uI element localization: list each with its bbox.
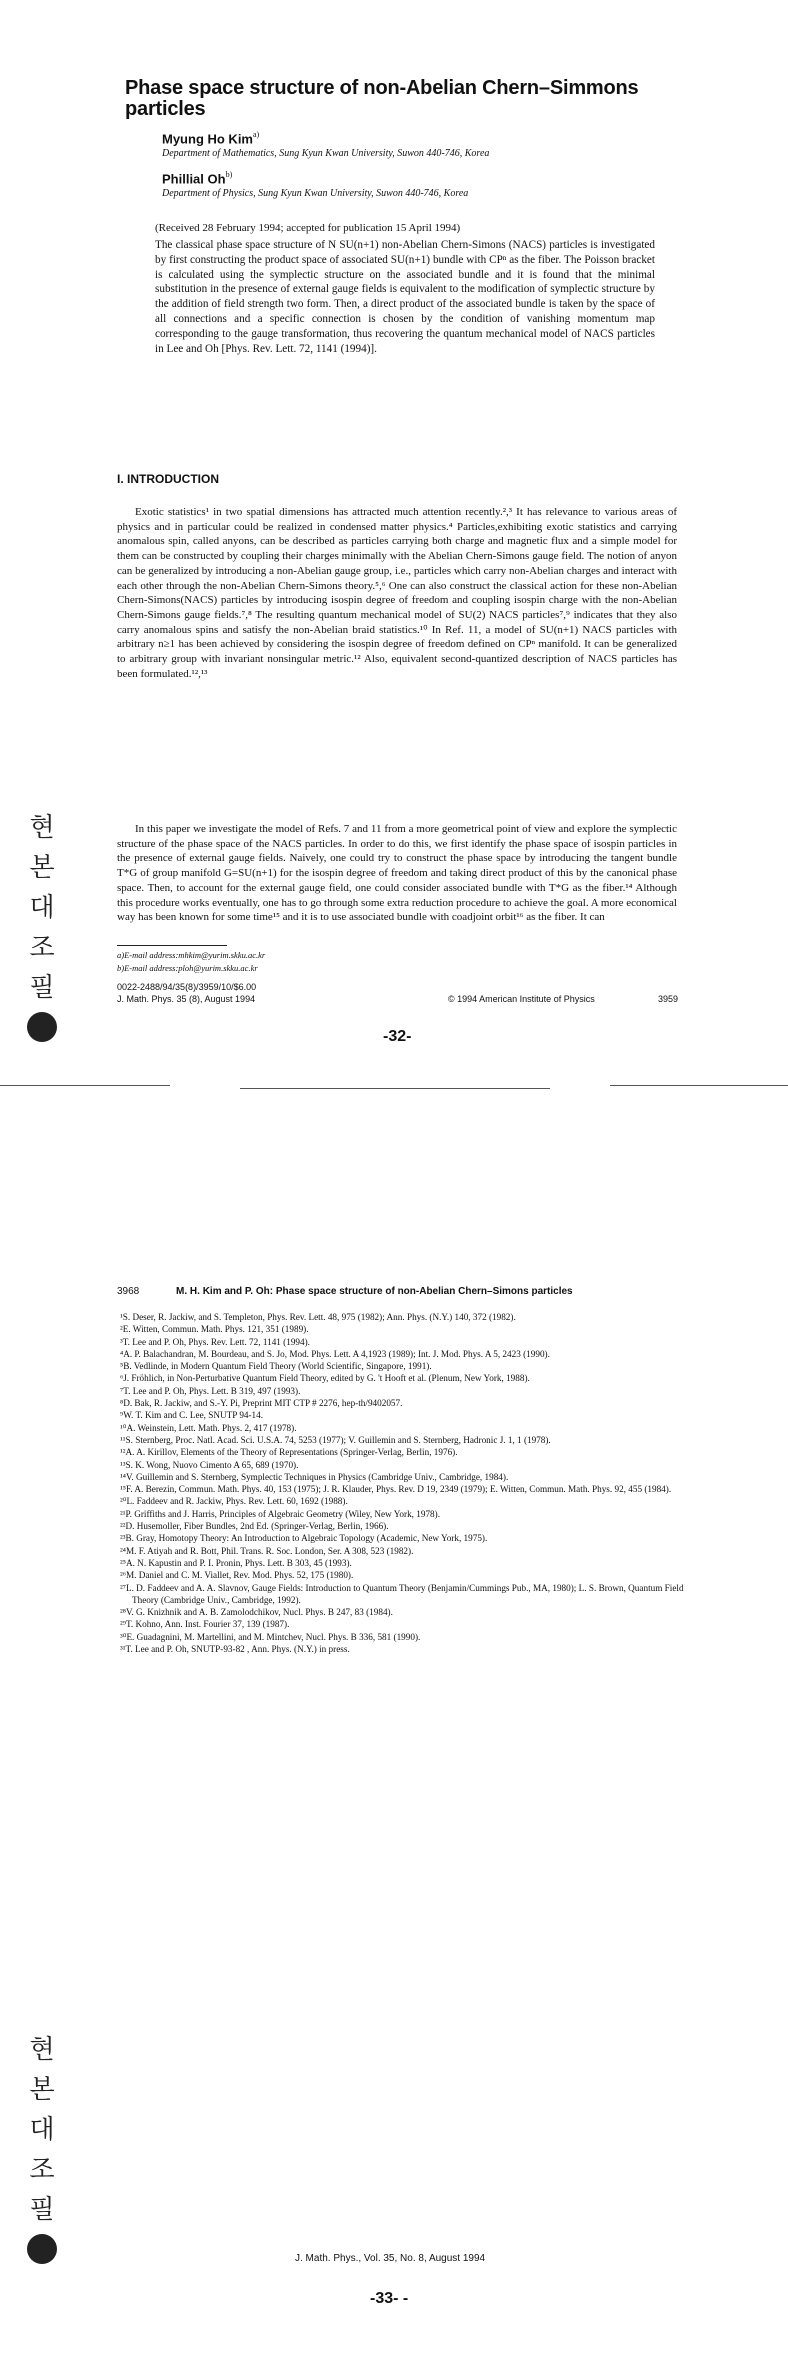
reference-item: ²⁰L. Faddeev and R. Jackiw, Phys. Rev. Lett. 60, 1692 (1988). [120,1496,348,1507]
reference-item: ¹S. Deser, R. Jackiw, and S. Templeton, Phys. Rev. Lett. 48, 975 (1982); Ann. Phys. (N.Y.) 140, 372 (1982). [120,1312,516,1322]
copyright: © 1994 American Institute of Physics [448,994,595,1004]
reference-item: ¹²A. A. Kirillov, Elements of the Theory of Representations (Springer-Verlag, Berlin, 1976). [120,1447,458,1458]
reference-item: ¹⁴V. Guillemin and S. Sternberg, Symplectic Techniques in Physics (Cambridge Univ., Cambridge, 1984). [120,1471,509,1482]
stamp-2-char-1: 현 [29,2035,55,2065]
reference-item: ²E. Witten, Commun. Math. Phys. 121, 351 (1989). [120,1324,309,1335]
stamp-2-char-4: 조 [29,2155,55,2185]
running-head: M. H. Kim and P. Oh: Phase space structure of non-Abelian Chern–Simons particles [176,1286,573,1297]
stamp-1-char-3: 대 [29,893,55,923]
reference-item: ²¹P. Griffiths and J. Harris, Principles of Algebraic Geometry (Wiley, New York, 1978). [120,1508,441,1519]
affiliation-1: Department of Mathematics, Sung Kyun Kwan University, Suwon 440-746, Korea [162,148,490,159]
stamp-1-seal-icon [27,1012,57,1042]
reference-item: ²⁹T. Kohno, Ann. Inst. Fourier 37, 139 (1987). [120,1619,290,1630]
reference-list [120,1311,685,1655]
page-2-header [117,1286,697,1297]
reference-item: ²⁷L. D. Faddeev and A. A. Slavnov, Gauge Fields: Introduction to Quantum Theory (Benjamin/Cummings Pub., MA, 1980); L. S. Brown, Quantum Field Theory (Cambridge Univ., Cambridge, 1992). [120,1582,684,1605]
reference-item: ²³B. Gray, Homotopy Theory: An Introduction to Algebraic Topology (Academic, New York, 1975). [120,1533,488,1544]
stamp-2-char-3: 대 [29,2115,55,2145]
stamp-1-char-2: 본 [29,853,55,883]
intro-paragraph-2: In this paper we investigate the model of Refs. 7 and 11 from a more geometrical point of view and explore the symplectic structure of the phase space of the NACS particles. In order to do this, we first identify the phase space of isospin particles in the presence of external gauge fields. Naively, one could try to construct the phase space by introducing the tangent bundle T*G of group manifold G=SU(n+1) for the isospin degree of freedom and taking direct product of this by the canonical phase space. Then, to account for the external gauge field, one could consider associated bundle with T*G as the fiber.¹⁴ Although this procedure works eventually, one has to go through some extra reduction procedure to achieve the goal. A more economical way has been known for some time¹⁵ and it is to use associated bundle with coadjoint orbit¹⁶ as the fiber. It can [117,823,677,924]
reference-item: ⁸D. Bak, R. Jackiw, and S.-Y. Pi, Preprint MIT CTP # 2276, hep-th/9402057. [120,1398,403,1409]
reference-item: ¹⁵F. A. Berezin, Commun. Math. Phys. 40, 153 (1975); J. R. Klauder, Phys. Rev. D 19, 2349 (1979); E. Witten, Commun. Math. Phys. 92, 455 (1984). [120,1484,672,1495]
scan-page-number-1: -32- [383,1028,412,1045]
journal-footer: J. Math. Phys., Vol. 35, No. 8, August 1994 [295,2253,486,2264]
page-divider-left [0,1085,170,1086]
footnote-b: b)E-mail address:ploh@yurim.skku.ac.kr [117,963,258,973]
reference-item: ²⁸V. G. Knizhnik and A. B. Zamolodchikov, Nucl. Phys. B 247, 83 (1984). [120,1607,393,1618]
page-divider-center [240,1088,550,1089]
received-date: (Received 28 February 1994; accepted for publication 15 April 1994) [155,222,461,234]
reference-item: ⁶J. Fröhlich, in Non-Perturbative Quantum Field Theory, edited by G. 't Hooft et al. (Plenum, New York, 1988). [120,1373,530,1384]
reference-item: ⁹W. T. Kim and C. Lee, SNUTP 94-14. [120,1410,264,1421]
author-1-name: Myung Ho Kim [162,131,253,147]
reference-item: ⁷T. Lee and P. Oh, Phys. Lett. B 319, 497 (1993). [120,1385,301,1396]
reference-item: ³¹T. Lee and P. Oh, SNUTP-93-82 , Ann. Phys. (N.Y.) in press. [120,1644,350,1655]
stamp-2-char-5: 필 [29,2195,55,2225]
page-number-2: 3968 [117,1286,140,1297]
stamp-2-seal-icon [27,2234,57,2264]
author-2-sup: b) [225,170,233,179]
page-number-1: 3959 [658,994,679,1004]
stamp-1-char-4: 조 [29,933,55,963]
stamp-2-char-2: 본 [29,2075,55,2105]
stamp-1 [25,808,59,1042]
affiliation-2: Department of Physics, Sung Kyun Kwan University, Suwon 440-746, Korea [162,188,469,199]
intro-paragraph-1: Exotic statistics¹ in two spatial dimensions has attracted much attention recently.²,³ It has relevance to various areas of physics and in particular could be realized in condensed matter physics.⁴ Particles,exhibiting exotic statistics and carrying anomalous spin, called anyons, can be described as particles carrying both charge and magnetic flux and a simple model for them can be constructed by coupling their charges minimally with the Abelian Chern-Simons gauge field. The notion of anyon can be generalized by introducing a non-Abelian gauge group, i.e., particles which carry non-Abelian charges and interact with each other through the non-Abelian Chern-Simons theory.⁵,⁶ One can also construct the classical action for these non-Abelian Chern-Simons(NACS) particles by introducing isospin degree of freedom and coupling isospin charge with the non-Abelian Chern-Simons gauge fields.⁷,⁸ The resulting quantum mechanical model of SU(2) NACS particles⁷,⁹ indicates that they also carry anomalous spins and satisfy the non-Abelian braid statistics.¹⁰ In Ref. 11, a model of SU(n+1) NACS particles with arbitrary n≥1 has been achieved by considering the isospin degree of freedom defined on CPⁿ manifold. It can be generalized to arbitrary group with invariant nonsingular metric.¹² Also, equivalent second-quantized description of NACS particles has been formulated.¹²,¹³ [117,506,677,680]
article-code: 0022-2488/94/35(8)/3959/10/$6.00 [117,982,257,992]
reference-item: ³T. Lee and P. Oh, Phys. Rev. Lett. 72, 1141 (1994). [120,1336,310,1347]
paper-title: Phase space structure of non-Abelian Chern–Simmons particles [125,77,639,120]
author-1 [162,130,259,148]
reference-item: ³⁰E. Guadagnini, M. Martellini, and M. Mintchev, Nucl. Phys. B 336, 581 (1990). [120,1631,421,1642]
reference-item: ⁴A. P. Balachandran, M. Bourdeau, and S. Jo, Mod. Phys. Lett. A 4,1923 (1989); Int. J. Mod. Phys. A 5, 2423 (1990). [120,1348,550,1359]
reference-item: ²⁶M. Daniel and C. M. Viallet, Rev. Mod. Phys. 52, 175 (1980). [120,1570,354,1581]
journal-info: J. Math. Phys. 35 (8), August 1994 [117,994,256,1004]
section-heading: I. INTRODUCTION [117,472,219,486]
reference-item: ²⁴M. F. Atiyah and R. Bott, Phil. Trans. R. Soc. London, Ser. A 308, 523 (1982). [120,1545,414,1556]
reference-item: ²⁵A. N. Kapustin and P. I. Pronin, Phys. Lett. B 303, 45 (1993). [120,1557,352,1568]
footnote-a: a)E-mail address:mhkim@yurim.skku.ac.kr [117,950,266,960]
scan-page-number-2: -33- - [370,2290,409,2307]
stamp-1-char-1: 현 [29,813,55,843]
stamp-2 [25,2030,59,2264]
reference-item: ¹¹S. Sternberg, Proc. Natl. Acad. Sci. U.S.A. 74, 5253 (1977); V. Guillemin and S. Sternberg, Hadronic J. 1, 1 (1978). [120,1434,551,1445]
reference-item: ¹⁰A. Weinstein, Lett. Math. Phys. 2, 417 (1978). [120,1422,297,1433]
reference-item: ¹³S. K. Wong, Nuovo Cimento A 65, 689 (1970). [120,1459,299,1470]
footnote-rule [117,945,227,946]
author-2 [162,170,232,188]
reference-item: ⁵B. Vedlinde, in Modern Quantum Field Theory (World Scientific, Singapore, 1991). [120,1361,432,1372]
author-2-name: Phillial Oh [162,171,226,187]
author-1-sup: a) [253,130,260,139]
abstract: The classical phase space structure of N SU(n+1) non-Abelian Chern-Simons (NACS) particles is investigated by first constructing the product space of associated SU(n+1) bundle with CPⁿ as the fiber. The Poisson bracket is calculated using the symplectic structure on the associated bundle and it is found that the minimal substitution in the presence of external gauge fields is equivalent to the modification of symplectic structure by the addition of field strength two form. Then, a direct product of the associated bundle is taken by the space of all connections and a specific connection is chosen by the condition of vanishing momentum map corresponding to the gauge transformation, thus recovering the quantum mechanical model of NACS particles in Lee and Oh [Phys. Rev. Lett. 72, 1141 (1994)]. [155,239,655,355]
stamp-1-char-5: 필 [29,973,55,1003]
page-divider-right [610,1085,788,1086]
reference-item: ²²D. Husemoller, Fiber Bundles, 2nd Ed. (Springer-Verlag, Berlin, 1966). [120,1521,389,1532]
